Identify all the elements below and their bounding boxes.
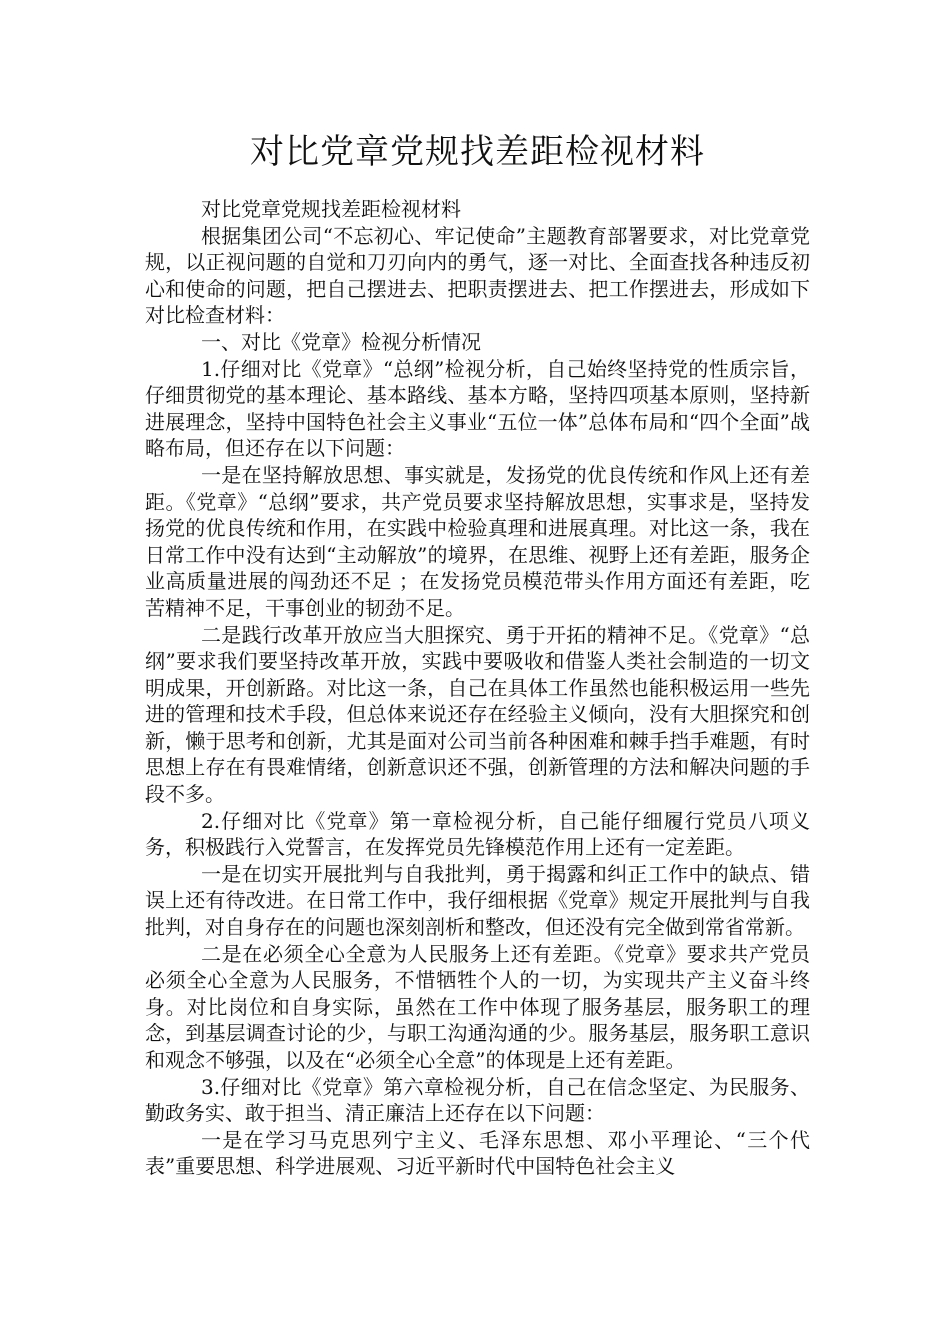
paragraph-point-2-1: 一是在切实开展批判与自我批判，勇于揭露和纠正工作中的缺点、错误上还有待改进。在日常工作中，我仔细根据《党章》规定开展批判与自我批判，对自身存在的问题也深刻剖析和整改，但还没有完全做到常省常新。 [145,861,810,940]
paragraph-item-2: 2.仔细对比《党章》第一章检视分析，自己能仔细履行党员八项义务，积极践行入党誓言，在发挥党员先锋模范作用上还有一定差距。 [145,808,810,860]
paragraph-intro: 根据集团公司“不忘初心、牢记使命”主题教育部署要求，对比党章党规，以正视问题的自觉和刀刃向内的勇气，逐一对比、全面查找各种违反初心和使命的问题，把自己摆进去、把职责摆进去、把工作摆进去，形成如下对比检查材料： [145,223,810,328]
paragraph-item-1: 1.仔细对比《党章》“总纲”检视分析，自己始终坚持党的性质宗旨，仔细贯彻党的基本理论、基本路线、基本方略，坚持四项基本原则，坚持新进展理念，坚持中国特色社会主义事业“五位一体”总体布局和“四个全面”战略布局，但还存在以下问题： [145,356,810,461]
section-heading-1: 一、对比《党章》检视分析情况 [201,329,481,354]
paragraph-point-2-2: 二是在必须全心全意为人民服务上还有差距。《党章》要求共产党员必须全心全意为人民服务，不惜牺牲个人的一切，为实现共产主义奋斗终身。对比岗位和自身实际，虽然在工作中体现了服务基层，服务职工的理念，到基层调查讨论的少，与职工沟通沟通的少。服务基层，服务职工意识和观念不够强，以及在“必须全心全意”的体现是上还有差距。 [145,941,810,1072]
paragraph-point-1-2: 二是践行改革开放应当大胆探究、勇于开拓的精神不足。《党章》“总纲”要求我们要坚持改革开放，实践中要吸收和借鉴人类社会制造的一切文明成果，开创新路。对比这一条，自己在具体工作虽然也能积极运用一些先进的管理和技术手段，但总体来说还存在经验主义倾向，没有大胆探究和创新，懒于思考和创新，尤其是面对公司当前各种困难和棘手挡手难题，有时思想上存在有畏难情绪，创新意识还不强，创新管理的方法和解决问题的手段不多。 [145,622,810,807]
document-body [145,196,810,1180]
document-title: 对比党章党规找差距检视材料 [250,132,705,172]
paragraph-point-3-1: 一是在学习马克思列宁主义、毛泽东思想、邓小平理论、“三个代表”重要思想、科学进展观、习近平新时代中国特色社会主义 [145,1127,810,1179]
document-page [145,0,810,1344]
paragraph-subtitle: 对比党章党规找差距检视材料 [201,197,461,221]
paragraph-item-3: 3.仔细对比《党章》第六章检视分析，自己在信念坚定、为民服务、勤政务实、敢于担当、清正廉洁上还存在以下问题： [145,1074,810,1126]
paragraph-point-1-1: 一是在坚持解放思想、事实就是，发扬党的优良传统和作风上还有差距。《党章》“总纲”要求，共产党员要求坚持解放思想，实事求是，坚持发扬党的优良传统和作用，在实践中检验真理和进展真理。对比这一条，我在日常工作中没有达到“主动解放”的境界，在思维、视野上还有差距，服务企业高质量进展的闯劲还不足 ；在发扬党员模范带头作用方面还有差距，吃苦精神不足，干事创业的韧劲不足。 [145,462,810,620]
